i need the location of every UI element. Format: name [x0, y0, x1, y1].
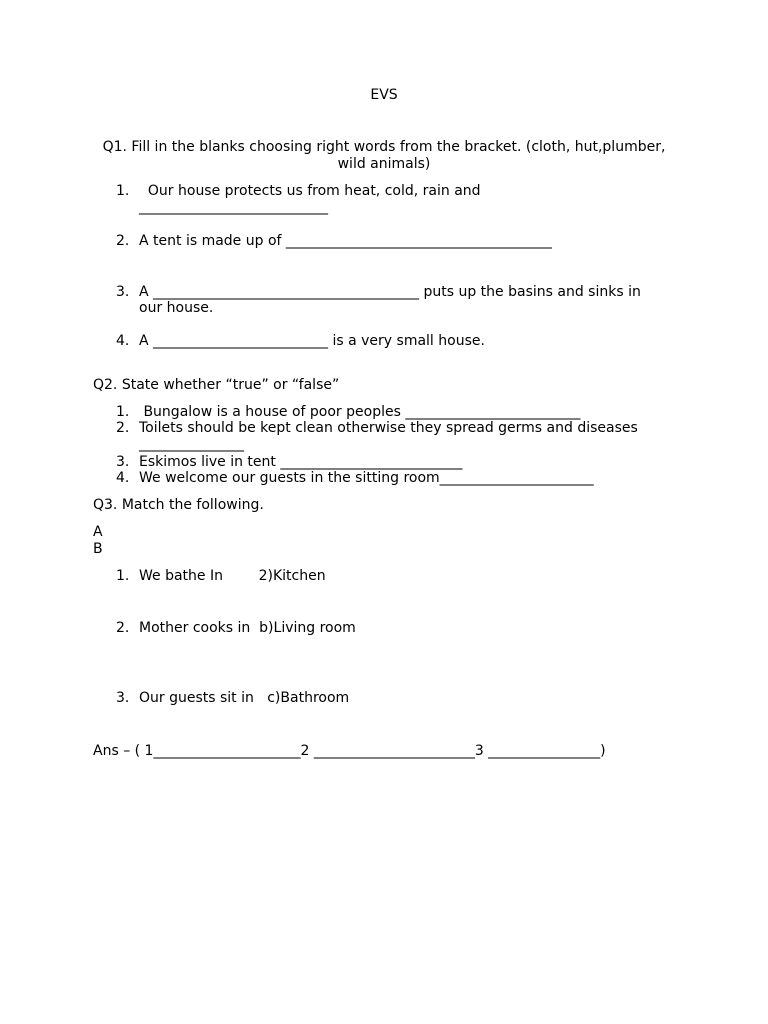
- q1-heading-line1: Q1. Fill in the blanks choosing right words from the bracket. (cloth, hut,plumber,: [102, 139, 666, 155]
- q1-item-4-text: A _________________________ is a very small house.: [139, 333, 485, 349]
- q2-heading: Q2. State whether “true” or “false”: [93, 377, 340, 393]
- q3-item-3-number: 3.: [116, 690, 130, 706]
- q1-item-1-number: 1.: [116, 183, 130, 199]
- q3-heading: Q3. Match the following.: [93, 497, 264, 513]
- q3-item-1-number: 1.: [116, 568, 130, 584]
- q2-item-4-text: We welcome our guests in the sitting room______________________: [139, 470, 594, 486]
- q1-item-1-blank: ___________________________: [139, 199, 328, 215]
- q1-item-3-text: A ______________________________________ puts up the basins and sinks in: [139, 284, 641, 300]
- q1-heading-line2: wild animals): [337, 156, 431, 172]
- q3-column-b-label: B: [93, 541, 103, 557]
- q1-item-4-number: 4.: [116, 333, 130, 349]
- page-title: EVS: [370, 87, 398, 103]
- q1-item-3-text-cont: our house.: [139, 300, 214, 316]
- q1-item-3-number: 3.: [116, 284, 130, 300]
- q1-item-2-text: A tent is made up of ______________________________________: [139, 233, 552, 249]
- q2-item-2-number: 2.: [116, 420, 130, 436]
- q1-item-2-number: 2.: [116, 233, 130, 249]
- q2-item-3-number: 3.: [116, 454, 130, 470]
- q2-item-1-number: 1.: [116, 404, 130, 420]
- q2-item-4-number: 4.: [116, 470, 130, 486]
- q3-item-1-text: We bathe In 2)Kitchen: [139, 568, 326, 584]
- q3-item-2-text: Mother cooks in b)Living room: [139, 620, 356, 636]
- q1-item-1-text: Our house protects us from heat, cold, rain and: [139, 183, 481, 199]
- q3-item-2-number: 2.: [116, 620, 130, 636]
- q3-column-a-label: A: [93, 524, 103, 540]
- q2-item-1-text: Bungalow is a house of poor peoples _________________________: [139, 404, 581, 420]
- q2-item-3-text: Eskimos live in tent __________________________: [139, 454, 463, 470]
- q3-answer-line: Ans – ( 1_____________________2 _______________________3 ________________): [93, 743, 606, 759]
- q3-item-3-text: Our guests sit in c)Bathroom: [139, 690, 350, 706]
- q2-item-2-blank: _______________: [139, 436, 244, 452]
- q2-item-2-text: Toilets should be kept clean otherwise they spread germs and diseases: [139, 420, 638, 436]
